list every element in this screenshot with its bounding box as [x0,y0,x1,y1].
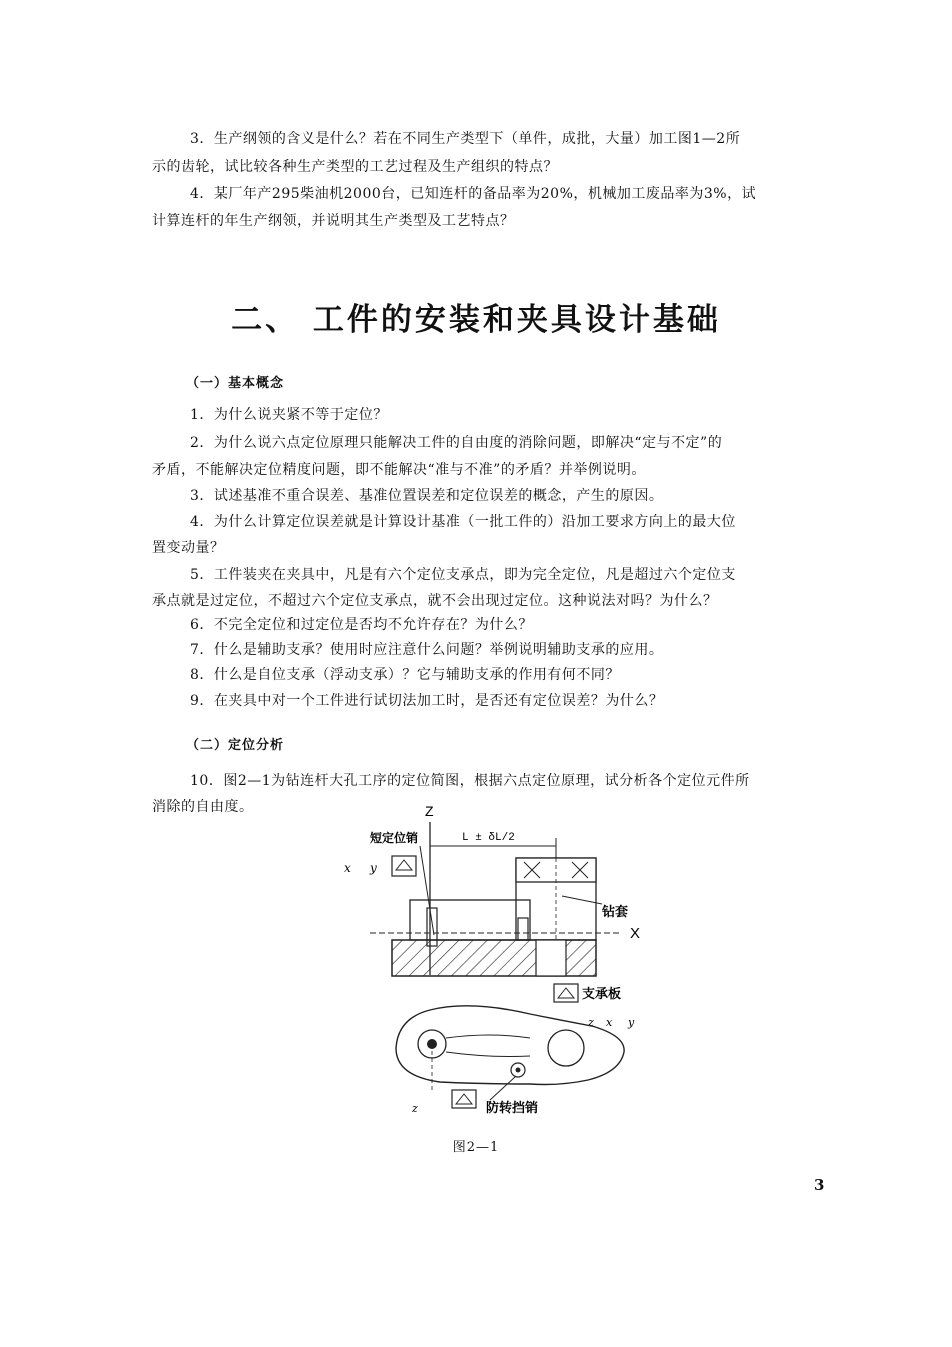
question-4-line-1: 4．为什么计算定位误差就是计算设计基准（一批工件的）沿加工要求方向上的最大位 [190,514,736,530]
section-positioning-title: （二）定位分析 [186,738,285,753]
figure-caption: 图2—1 [452,1140,500,1155]
question-4-line-1: 4．某厂年产295柴油机2000台，已知连杆的备品率为20%，机械加工废品率为3%，试 [190,186,757,202]
workpiece-body [410,900,530,940]
short-pin-label: 短定位销 [370,831,419,845]
z-axis-label: Z [425,803,434,819]
support-plate-symbol [554,984,578,1002]
support-plate-label: 支承板 [582,987,622,1002]
short-pin-symbol [392,856,416,876]
chapter-title: 二、 工件的安装和夹具设计基础 [231,302,721,338]
x-axis-label: X [630,925,641,942]
anti-rotation-pin-label: 防转挡销 [486,1101,539,1116]
question-3-line-2: 示的齿轮，试比较各种生产类型的工艺过程及生产组织的特点？ [152,159,558,175]
question-9: 9．在夹具中对一个工件进行试切法加工时，是否还有定位误差？为什么？ [190,693,664,709]
question-3: 3．试述基准不重合误差、基准位置误差和定位误差的概念，产生的原因。 [190,488,664,504]
question-10-line-1: 10．图2—1为钻连杆大孔工序的定位简图，根据六点定位原理，试分析各个定位元件所 [190,773,750,789]
question-2-line-2: 矛盾，不能解决定位精度问题，即不能解决“准与不准”的矛盾？并举例说明。 [152,462,646,478]
question-1: 1．为什么说夹紧不等于定位？ [190,407,388,423]
question-4-line-2: 计算连杆的年生产纲领，并说明其生产类型及工艺特点？ [152,213,515,229]
anti-rotation-symbol [452,1090,476,1108]
question-10-line-2: 消除的自由度。 [152,799,254,815]
section-basic-concepts-title: （一）基本概念 [186,376,285,391]
big-end-hole [548,1030,584,1066]
short-pin-dof-y: y [370,861,377,875]
question-4-line-2: 置变动量？ [152,540,225,556]
support-plate-dof-x: x [606,1016,613,1029]
anti-rotation-dof-z: z [412,1102,418,1115]
question-5-line-2: 承点就是过定位，不超过六个定位支承点，就不会出现过定位。这种说法对吗？为什么？ [152,593,718,609]
dimension-label: L ± δL/2 [462,832,515,844]
figure-2-1-diagram [330,800,660,1120]
support-plate-dof-z: z [588,1016,594,1029]
short-pin-dof-x: x [344,861,351,875]
question-8: 8．什么是自位支承（浮动支承）？它与辅助支承的作用有何不同？ [190,667,620,683]
anti-rotation-pin-side [518,918,528,940]
question-2-line-1: 2．为什么说六点定位原理只能解决工件的自由度的消除问题，即解决“定与不定”的 [190,435,723,451]
drill-bushing-label: 钻套 [602,905,629,920]
question-3-line-1: 3．生产纲领的含义是什么？若在不同生产类型下（单件，成批，大量）加工图1—2所 [190,131,741,147]
page-number: 3 [814,1176,825,1194]
question-5-line-1: 5．工件装夹在夹具中，凡是有六个定位支承点，即为完全定位，凡是超过六个定位支 [190,567,736,583]
question-7: 7．什么是辅助支承？使用时应注意什么问题？举例说明辅助支承的应用。 [190,642,664,658]
question-6: 6．不完全定位和过定位是否均不允许存在？为什么？ [190,617,533,633]
support-plate-dof-y: y [628,1016,635,1029]
